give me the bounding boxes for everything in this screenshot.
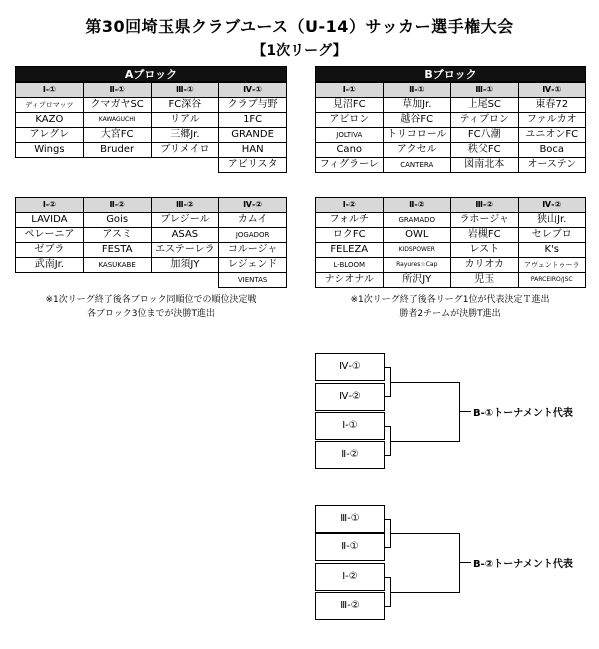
team-cell: Bruder	[83, 143, 151, 158]
table-row	[316, 243, 586, 258]
empty-cell	[16, 158, 84, 173]
table-row	[316, 113, 586, 128]
page-title: 第30回埼玉県クラブユース（U-14）サッカー選手権大会	[85, 17, 514, 36]
table-row	[316, 143, 586, 158]
team-cell: 児玉	[451, 273, 519, 288]
header-row	[16, 83, 287, 98]
team-cell: ブレジール	[151, 213, 219, 228]
team-cell: K's	[518, 243, 586, 258]
empty-cell	[83, 158, 151, 173]
team-cell: Boca	[518, 143, 586, 158]
league-header: Ⅰ-①	[16, 83, 84, 98]
team-cell: OWL	[383, 228, 451, 243]
team-cell: クラブ与野	[219, 98, 287, 113]
table-row	[316, 273, 586, 288]
bracket-line	[390, 382, 460, 383]
block-b	[315, 66, 586, 288]
empty-cell	[16, 273, 84, 288]
team-cell: ディプロマッツ	[16, 98, 84, 113]
league-header: Ⅰ-①	[316, 83, 384, 98]
bracket-slot: Ⅰ-①	[315, 412, 385, 440]
bracket-line	[459, 411, 471, 412]
team-cell: VIENTAS	[219, 273, 287, 288]
team-cell: 狭山Jr.	[518, 213, 586, 228]
block-b-league-2-table	[315, 197, 586, 288]
block-a-note-line: ※1次リーグ終了後各ブロック同順位での順位決定戦	[45, 295, 257, 305]
team-cell: 越谷FC	[383, 113, 451, 128]
table-row	[16, 113, 287, 128]
team-cell: ブリメイロ	[151, 143, 219, 158]
league-header: Ⅱ-①	[383, 83, 451, 98]
league-header: Ⅰ-②	[316, 198, 384, 213]
block-a-header: Aブロック	[15, 66, 287, 82]
team-cell: 図南北本	[451, 158, 519, 173]
empty-cell	[151, 273, 219, 288]
team-cell: アヴェントゥーラ	[518, 258, 586, 273]
team-cell: フォルチ	[316, 213, 384, 228]
team-cell: ゼブラ	[16, 243, 84, 258]
team-cell: 秩父FC	[451, 143, 519, 158]
table-row	[16, 228, 287, 243]
page-subtitle: 【1次リーグ】	[252, 43, 347, 59]
block-a-league-1-table	[15, 82, 287, 173]
team-cell: KIDSPOWER	[383, 243, 451, 258]
team-cell: オーステン	[518, 158, 586, 173]
team-cell: アビロン	[316, 113, 384, 128]
bracket-line	[459, 562, 471, 563]
team-cell: セレブロ	[518, 228, 586, 243]
bracket-result: B-②トーナメント代表	[473, 559, 573, 570]
team-cell: KAWAGUCHI	[83, 113, 151, 128]
bracket-slot: Ⅳ-①	[315, 353, 385, 381]
table-row	[16, 273, 287, 288]
team-cell: アレグレ	[16, 128, 84, 143]
table-row	[316, 98, 586, 113]
block-a-note-line: 各ブロック3位までが決勝T進出	[86, 309, 216, 319]
team-cell: 大宮FC	[83, 128, 151, 143]
team-cell: フィグラーレ	[316, 158, 384, 173]
team-cell: KAZO	[16, 113, 84, 128]
team-cell: KASUKABE	[83, 258, 151, 273]
team-cell: コルージャ	[219, 243, 287, 258]
bracket-line	[390, 592, 460, 593]
header-row	[316, 198, 586, 213]
league-header: Ⅱ-②	[83, 198, 151, 213]
team-cell: 東春72	[518, 98, 586, 113]
team-cell: ペレーニア	[16, 228, 84, 243]
team-cell: 武南Jr.	[16, 258, 84, 273]
league-header: Ⅰ-②	[16, 198, 84, 213]
team-cell: ユニオンFC	[518, 128, 586, 143]
team-cell: Gois	[83, 213, 151, 228]
team-cell: レジェンド	[219, 258, 287, 273]
table-row	[16, 258, 287, 273]
block-b-note	[305, 293, 595, 321]
header-row	[16, 198, 287, 213]
block-a-note	[15, 293, 287, 321]
bracket-slot: Ⅲ-②	[315, 592, 385, 620]
team-cell: ティブロン	[451, 113, 519, 128]
team-cell: レスト	[451, 243, 519, 258]
team-cell: L-BLOOM	[316, 258, 384, 273]
league-header: Ⅳ-②	[518, 198, 586, 213]
bracket-slot: Ⅱ-①	[315, 533, 385, 561]
team-cell: Wings	[16, 143, 84, 158]
table-row	[16, 243, 287, 258]
league-header: Ⅱ-②	[383, 198, 451, 213]
bracket-slot: Ⅲ-①	[315, 505, 385, 533]
league-header: Ⅳ-①	[219, 83, 287, 98]
team-cell: GRANDE	[219, 128, 287, 143]
table-row	[16, 98, 287, 113]
team-cell: ラホージャ	[451, 213, 519, 228]
team-cell: JOLTIVA	[316, 128, 384, 143]
league-header: Ⅱ-①	[83, 83, 151, 98]
team-cell: ナシオナル	[316, 273, 384, 288]
league-header: Ⅳ-②	[219, 198, 287, 213]
team-cell: FELEZA	[316, 243, 384, 258]
team-cell: アスミ	[83, 228, 151, 243]
table-row	[16, 143, 287, 158]
table-row	[316, 213, 586, 228]
table-row	[16, 213, 287, 228]
block-b-header: Bブロック	[315, 66, 586, 82]
team-cell: トリコロール	[383, 128, 451, 143]
team-cell: クマガヤSC	[83, 98, 151, 113]
bracket-slot: Ⅰ-②	[315, 563, 385, 591]
team-cell: ASAS	[151, 228, 219, 243]
team-cell: PARCEIRO/JSC	[518, 273, 586, 288]
table-row	[16, 128, 287, 143]
league-header: Ⅳ-①	[518, 83, 586, 98]
header-row	[316, 83, 586, 98]
team-cell: 三郷Jr.	[151, 128, 219, 143]
block-a	[15, 66, 287, 288]
team-cell: エステーレラ	[151, 243, 219, 258]
bracket-line	[459, 382, 460, 442]
team-cell: FC深谷	[151, 98, 219, 113]
team-cell: アクセル	[383, 143, 451, 158]
team-cell: 草加Jr.	[383, 98, 451, 113]
team-cell: 1FC	[219, 113, 287, 128]
team-cell: ファルカオ	[518, 113, 586, 128]
block-b-league-1-table	[315, 82, 586, 173]
league-header: Ⅲ-①	[451, 83, 519, 98]
team-cell: カリオカ	[451, 258, 519, 273]
team-cell: LAVIDA	[16, 213, 84, 228]
team-cell: FC八潮	[451, 128, 519, 143]
team-cell: CANTERA	[383, 158, 451, 173]
block-b-note-line: 勝者2チームが決勝T進出	[399, 309, 501, 319]
bracket-line	[390, 533, 460, 534]
table-row	[316, 258, 586, 273]
block-a-league-2-table	[15, 197, 287, 288]
table-row	[16, 158, 287, 173]
table-row	[316, 228, 586, 243]
bracket-line	[459, 533, 460, 593]
bracket-slot: Ⅱ-②	[315, 441, 385, 469]
table-row	[316, 158, 586, 173]
bracket-slot: Ⅳ-②	[315, 383, 385, 411]
team-cell: HAN	[219, 143, 287, 158]
team-cell: JOGADOR	[219, 228, 287, 243]
league-header: Ⅲ-②	[451, 198, 519, 213]
team-cell: ロクFC	[316, 228, 384, 243]
team-cell: Cano	[316, 143, 384, 158]
team-cell: 加須JY	[151, 258, 219, 273]
table-row	[316, 128, 586, 143]
empty-cell	[151, 158, 219, 173]
team-cell: 上尾SC	[451, 98, 519, 113]
bracket-result: B-①トーナメント代表	[473, 408, 573, 419]
team-cell: FESTA	[83, 243, 151, 258]
team-cell: カムイ	[219, 213, 287, 228]
league-header: Ⅲ-①	[151, 83, 219, 98]
block-b-note-line: ※1次リーグ終了後各リーグ1位が代表決定Ｔ進出	[350, 295, 550, 305]
team-cell: 見沼FC	[316, 98, 384, 113]
team-cell: 所沢JY	[383, 273, 451, 288]
team-cell: GRAMADO	[383, 213, 451, 228]
team-cell: Rayures☆Cap	[383, 258, 451, 273]
bracket-line	[390, 441, 460, 442]
empty-cell	[83, 273, 151, 288]
team-cell: リアル	[151, 113, 219, 128]
league-header: Ⅲ-②	[151, 198, 219, 213]
team-cell: アビリスタ	[219, 158, 287, 173]
team-cell: 岩槻FC	[451, 228, 519, 243]
